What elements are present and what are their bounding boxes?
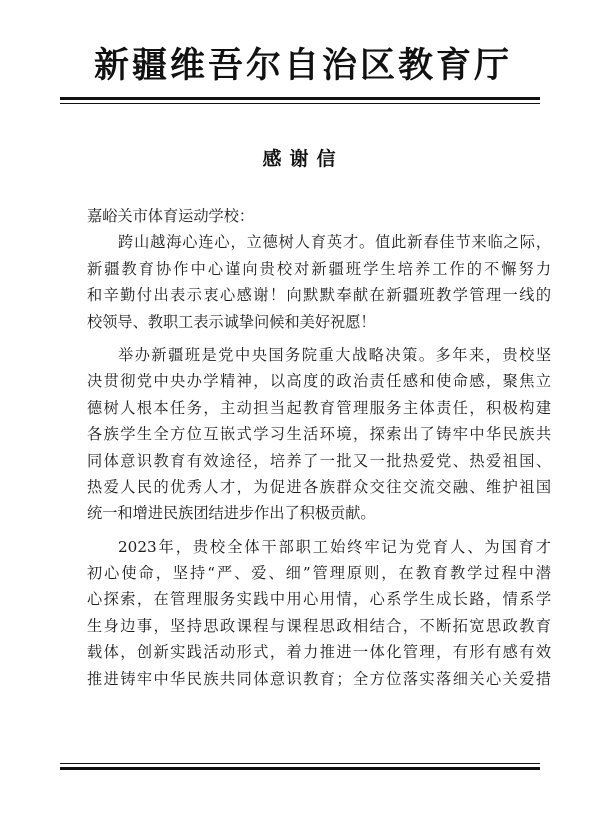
paragraph-3 [87,534,551,692]
paragraph-line: 载体，创新实践活动形式，着力推进一体化管理，有形有感有效 [87,643,551,662]
footer-rule-thick [60,767,540,770]
paragraph-line: 同体意识教育有效途径，培养了一批又一批热爱党、热爱祖国、 [87,451,551,470]
paragraph-line: 初心使命，坚持“严、爱、细”管理原则，在教育教学过程中潜 [87,564,551,583]
paragraph-line: 校领导、教职工表示诚挚问候和美好祝愿！ [87,312,376,331]
salutation: 嘉峪关市体育运动学校： [87,207,255,225]
paragraph-line: 和辛勤付出表示衷心感谢！向默默奉献在新疆班教学管理一线的 [87,286,551,305]
paragraph-line: 德树人根本任务，主动担当起教育管理服务主体责任，积极构建 [87,398,551,417]
paragraph-line: 生身边事，坚持思政课程与课程思政相结合，不断拓宽思政教育 [87,616,551,635]
letterhead-rule-thick [60,97,540,100]
paragraph-line: 举办新疆班是党中央国务院重大战略决策。多年来，贵校坚 [118,345,551,364]
paragraph-line: 各族学生全方位互嵌式学习生活环境，探索出了铸牢中华民族共 [87,425,551,444]
letter-body [87,203,551,692]
paragraph-line: 跨山越海心连心，立德树人育英才。值此新春佳节来临之际， [118,233,551,252]
paragraph-line: 热爱人民的优秀人才，为促进各族群众交往交流交融、维护祖国 [87,477,551,496]
letterhead-rule-thin [60,103,540,104]
letter-title: 感谢信 [262,148,344,170]
paragraph-2 [87,342,551,527]
paragraph-line: 推进铸牢中华民族共同体意识教育；全方位落实落细关心关爱措 [87,669,551,688]
paragraph-1 [87,229,551,335]
footer-rule-thin [60,763,540,764]
paragraph-line: 新疆教育协作中心谨向贵校对新疆班学生培养工作的不懈努力 [87,259,551,278]
paragraph-line: 统一和增进民族团结进步作出了积极贡献。 [87,504,376,523]
letterhead-title: 新疆维吾尔自治区教育厅 [93,45,512,86]
paragraph-line: 决贯彻党中央办学精神，以高度的政治责任感和使命感，聚焦立 [87,372,551,391]
paragraph-line: 2023年，贵校全体干部职工始终牢记为党育人、为国育才 [118,537,551,556]
paragraph-line: 心探索，在管理服务实践中用心用情，心系学生成长路，情系学 [87,590,551,609]
